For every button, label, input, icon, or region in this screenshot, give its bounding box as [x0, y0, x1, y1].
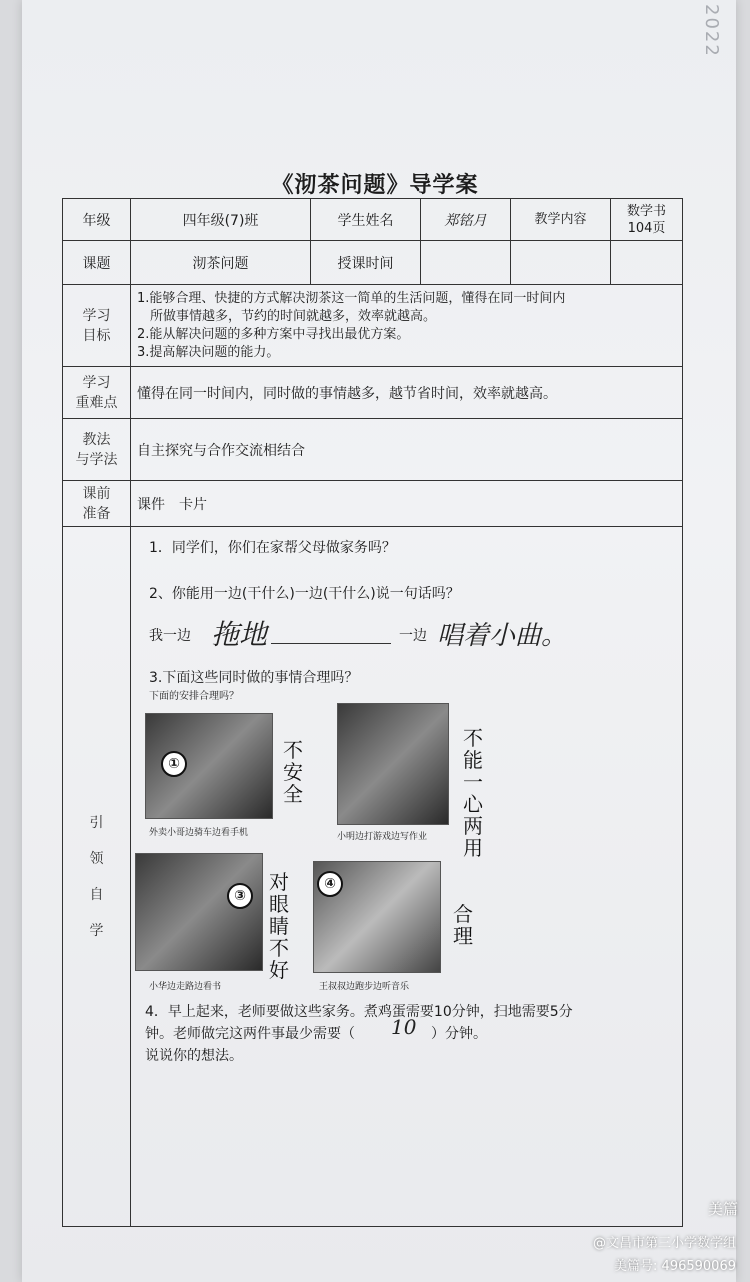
lesson-time-label: 授课时间: [311, 241, 421, 285]
answer-underline: [271, 643, 391, 644]
picture-1-caption: 外卖小哥边骑车边看手机: [149, 828, 249, 838]
topic-value: 沏茶问题: [131, 241, 311, 285]
picture-3-caption: 小华边走路边看书: [149, 982, 222, 992]
question-1: 1．同学们，你们在家帮父母做家务吗？: [149, 540, 396, 556]
goal-line: 1.能够合理、快捷的方式解决沏茶这一简单的生活问题，懂得在同一时间内: [137, 290, 566, 306]
goals-label: 学习 目标: [63, 285, 131, 367]
question-4-line2a: 钟。老师做完这两件事最少需要（: [145, 1026, 355, 1042]
picture-3-note: 对 眼 睛 不 好: [269, 870, 289, 982]
watermark-id: 美篇号: 496590069: [614, 1259, 736, 1274]
picture-3-photo: [135, 853, 263, 971]
question-4-line2b: ）分钟。: [431, 1026, 487, 1042]
goal-line: 2.能从解决问题的多种方案中寻找出最优方案。: [137, 326, 410, 342]
picture-1-note: 不 安 全: [283, 738, 303, 806]
date-stamp: 2022: [701, 4, 722, 58]
empty-cell: [511, 241, 611, 285]
prep-label: 课前 准备: [63, 481, 131, 527]
picture-4-caption: 王叔叔边跑步边听音乐: [319, 982, 410, 992]
picture-3-number: ③: [227, 883, 253, 909]
grade-value: 四年级(7)班: [131, 199, 311, 241]
key-points-text: 懂得在同一时间内，同时做的事情越多，越节省时间，效率就越高。: [131, 367, 683, 419]
answer-4: 10: [391, 1015, 417, 1039]
grade-label: 年级: [63, 199, 131, 241]
goals-content: [131, 285, 683, 367]
student-name-value: 郑铭月: [421, 199, 511, 241]
goal-line: 3.提高解决问题的能力。: [137, 344, 280, 360]
meipian-logo: 美篇: [707, 1200, 738, 1218]
content-label: 教学内容: [511, 199, 611, 241]
answer-2a: 拖地: [211, 618, 268, 651]
self-study-content: [131, 527, 683, 1227]
picture-1-number: ①: [161, 751, 187, 777]
picture-4-note: 合 理: [453, 902, 473, 948]
question-3-sub: 下面的安排合理吗？: [149, 691, 239, 702]
student-name-label: 学生姓名: [311, 199, 421, 241]
question-2: 2、你能用一边(干什么)一边(干什么)说一句话吗？: [149, 586, 460, 602]
picture-2-photo: [337, 703, 449, 825]
picture-2-caption: 小明边打游戏边写作业: [337, 832, 428, 842]
lesson-time-value: [421, 241, 511, 285]
worksheet-table: [62, 198, 683, 1227]
goal-line: 所做事情越多，节约的时间就越多，效率就越高。: [137, 308, 437, 324]
question-2-prefix: 我一边: [149, 628, 191, 644]
question-4-line1: 4．早上起来，老师要做这些家务。煮鸡蛋需要10分钟，扫地需要5分: [145, 1004, 573, 1020]
prep-text: 课件 卡片: [131, 481, 683, 527]
self-study-label: 引 领 自 学: [63, 527, 131, 1227]
watermark-account: @文昌市第三小学数学组: [592, 1236, 736, 1251]
picture-4-number: ④: [317, 871, 343, 897]
method-text: 自主探究与合作交流相结合: [131, 419, 683, 481]
topic-label: 课题: [63, 241, 131, 285]
method-label: 教法 与学法: [63, 419, 131, 481]
question-4-line3: 说说你的想法。: [145, 1048, 243, 1064]
worksheet-title: 《沏茶问题》导学案: [271, 173, 479, 198]
empty-cell: [611, 241, 683, 285]
answer-2b: 唱着小曲。: [437, 621, 568, 651]
book-page-label: 数学书104页: [611, 199, 683, 241]
question-2-mid: 一边: [399, 628, 427, 644]
key-points-label: 学习 重难点: [63, 367, 131, 419]
question-3: 3.下面这些同时做的事情合理吗？: [149, 670, 359, 686]
picture-2-note: 不 能 一 心 两 用: [463, 726, 483, 860]
